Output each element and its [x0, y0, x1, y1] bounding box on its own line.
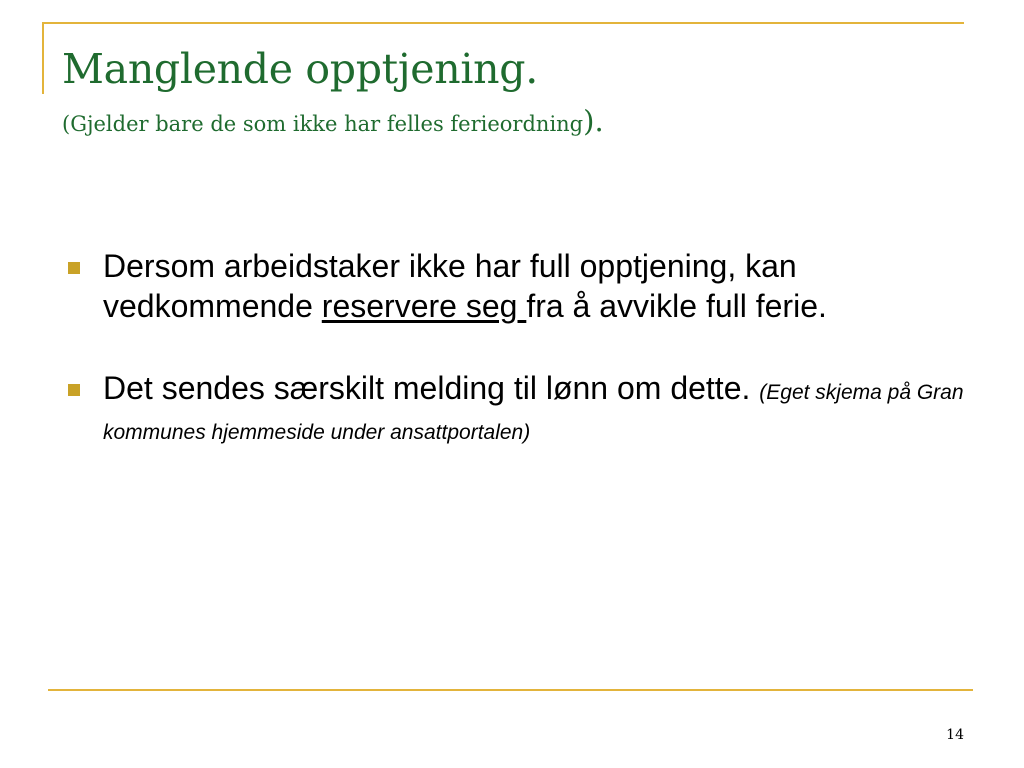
subtitle-text: (Gjelder bare de som ikke har felles ferieordning [62, 112, 584, 137]
slide-title [62, 46, 604, 138]
bullet-item [62, 368, 992, 448]
square-bullet-icon [68, 384, 80, 396]
square-bullet-icon [68, 262, 80, 274]
bullet-text: Det sendes særskilt melding til lønn om dette. [103, 370, 760, 406]
frame-left-line [42, 22, 44, 94]
bullet-list [62, 246, 992, 490]
title-subtitle [62, 105, 604, 138]
page-number: 14 [946, 727, 964, 743]
bullet-item [62, 246, 992, 326]
bullet-text: Dersom arbeidstaker ikke har full opptjening, kan vedkommende [103, 248, 797, 324]
title-main: Manglende opptjening. [62, 45, 538, 93]
underlined-text: reservere seg [321, 288, 527, 324]
bullet-text: fra å avvikle full ferie. [526, 288, 827, 324]
footer-line [48, 689, 973, 691]
bullet-note: (Eget skjema på Gran kommunes hjemmeside under ansattportalen) [103, 381, 964, 444]
frame-top-line [43, 22, 964, 24]
subtitle-end: ). [583, 104, 604, 139]
